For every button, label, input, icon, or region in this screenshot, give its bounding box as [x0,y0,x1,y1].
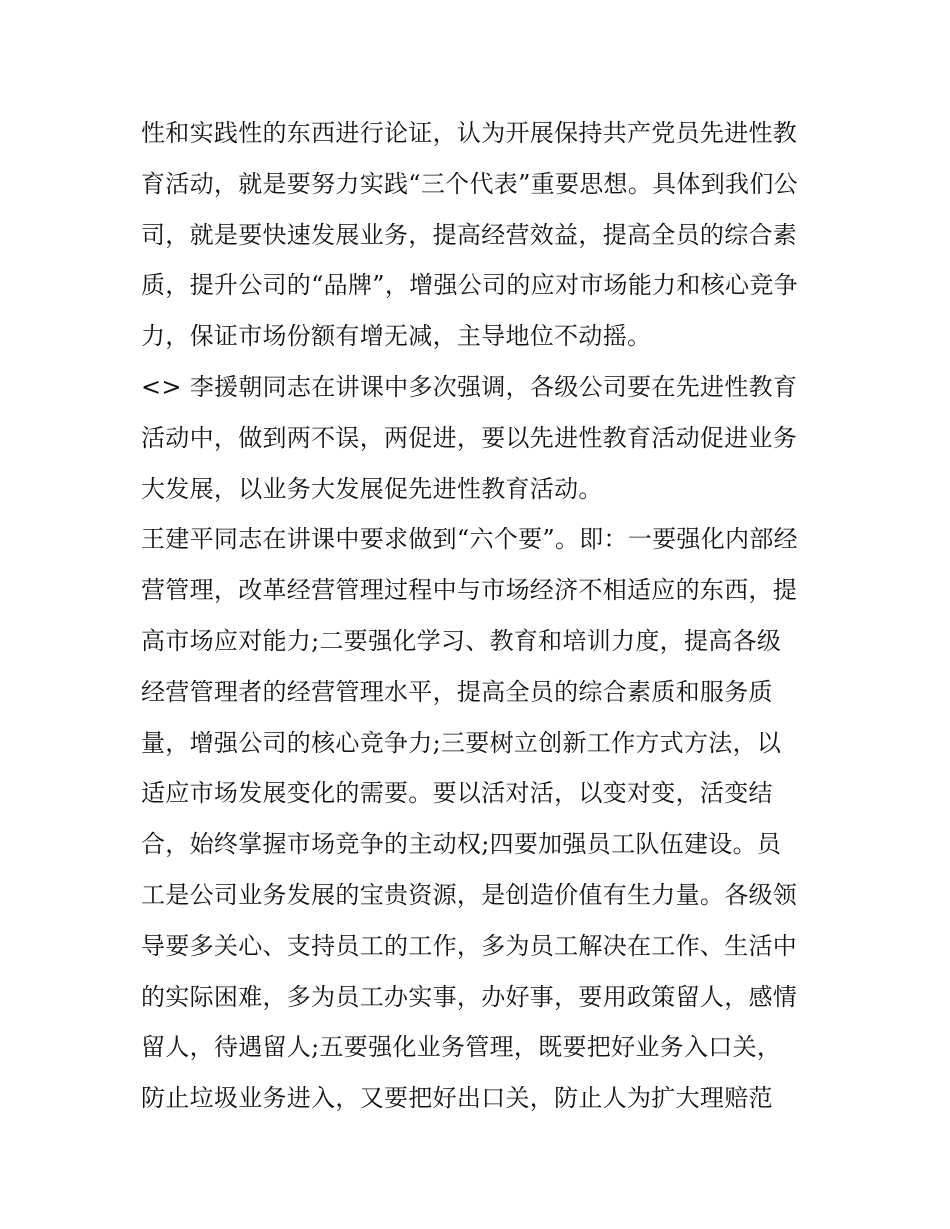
document-body [141,108,821,1124]
text-line: 质，提升公司的“品牌”，增强公司的应对市场能力和核心竞争 [141,271,798,300]
text-line: 活动中，做到两不误，两促进，要以先进性教育活动促进业务 [141,423,798,452]
text-line: 的实际困难，多为员工办实事，办好事，要用政策留人，感情 [141,982,798,1011]
text-line: 性和实践性的东西进行论证，认为开展保持共产党员先进性教 [141,119,798,147]
text-line: 工是公司业务发展的宝贵资源，是创造价值有生力量。各级领 [141,880,798,909]
text-line: 司，就是要快速发展业务，提高经营效益，提高全员的综合素 [141,220,798,249]
text-line: 力，保证市场份额有增无减，主导地位不动摇。 [141,322,652,351]
text-line: 王建平同志在讲课中要求做到“六个要”。即：一要强化内部经 [141,525,798,554]
text-line: 大发展，以业务大发展促先进性教育活动。 [141,474,603,503]
text-line: 导要多关心、支持员工的工作，多为员工解决在工作、生活中 [141,931,798,960]
text-line: 留人，待遇留人;五要强化业务管理，既要把好业务入口关， [141,1033,782,1062]
text-line: 量，增强公司的核心竞争力;三要树立创新工作方式方法，以 [141,728,782,757]
text-line: 育活动，就是要努力实践“三个代表”重要思想。具体到我们公 [141,169,798,198]
text-line: <> 李援朝同志在讲课中多次强调，各级公司要在先进性教育 [141,372,798,401]
text-line: 合，始终掌握市场竞争的主动权;四要加强员工队伍建设。员 [141,830,782,859]
text-line: 高市场应对能力;二要强化学习、教育和培训力度，提高各级 [141,626,782,655]
text-line: 防止垃圾业务进入，又要把好出口关，防止人为扩大理赔范 [141,1084,773,1113]
text-line: 营管理，改革经营管理过程中与市场经济不相适应的东西，提 [141,576,798,605]
text-line: 适应市场发展变化的需要。要以活对活，以变对变，活变结 [141,779,773,808]
text-line: 经营管理者的经营管理水平，提高全员的综合素质和服务质 [141,677,773,706]
